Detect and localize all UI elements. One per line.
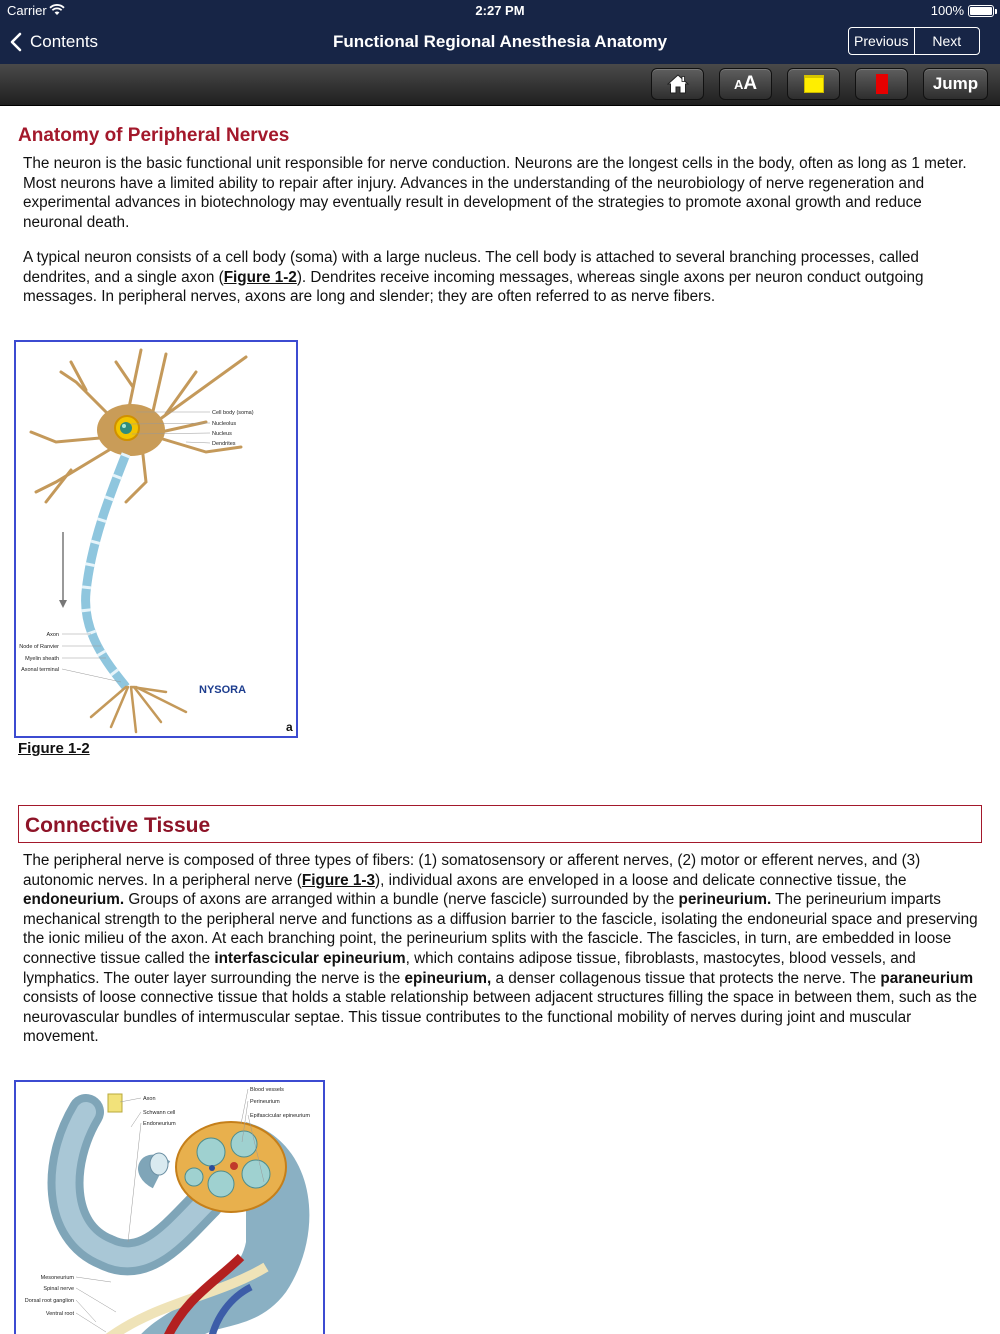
figure-1-2[interactable]: [14, 340, 298, 738]
label-mesoneurium: Mesoneurium: [40, 1275, 74, 1281]
label-schwann-cell: Schwann cell: [143, 1110, 176, 1116]
label-dorsal-root-ganglion: Dorsal root ganglion: [24, 1298, 74, 1304]
home-button[interactable]: [651, 68, 704, 100]
label-ventral-root: Ventral root: [45, 1311, 74, 1317]
paragraph-text: The peripheral nerve is composed of three types of fibers: (1) somatosensory or afferent nerves, (2) motor or efferent nerves, and (3) autonomic nerves. In a peripheral nerve (: [23, 852, 921, 889]
neuron-illustration: [16, 342, 296, 736]
paragraph-text: Groups of axons are arranged within a bundle (nerve fascicle) surrounded by the: [124, 891, 679, 909]
battery-percent: 100%: [930, 3, 964, 18]
figure-1-2-caption[interactable]: Figure 1-2: [18, 740, 90, 757]
paragraph-text: ). Dendrites receive incoming messages, whereas single axons per neuron conduct outgoing messages. In peripheral nerves, axons are long and slender; they are often referred to as nerve fibers.: [23, 268, 924, 306]
term-interfascicular-epineurium: interfascicular epineurium: [214, 949, 406, 967]
label-node-of-ranvier: Node of Ranvier: [19, 644, 59, 650]
back-label: Contents: [30, 32, 99, 51]
note-button[interactable]: [787, 68, 840, 100]
paragraph-typical-neuron: [23, 248, 978, 307]
label-axon: Axon: [46, 632, 59, 638]
label-perineurium: Perineurium: [250, 1099, 280, 1105]
paragraph-text: a denser collagenous tissue that protects the nerve. The: [491, 969, 881, 987]
figure-1-3-link[interactable]: Figure 1-3: [301, 871, 376, 889]
home-icon: [667, 74, 689, 94]
bookmark-button[interactable]: [855, 68, 908, 100]
top-bar: [0, 0, 1000, 64]
paragraph-text: , which contains adipose tissue, fibroblasts, mastocytes, blood vessels, and lymphatics. The outer layer surrounding the nerve is the: [23, 949, 916, 987]
nysora-logo: NYSORA: [199, 684, 247, 696]
term-perineurium: perineurium.: [678, 891, 772, 909]
paragraph-text: consists of loose connective tissue that holds a stable relationship between adjacent structures filling the space in between them, such as the neurovascular bundles of intermuscular septae. This tissue contributes to the functional mobility of nerves during joint and muscular movement.: [23, 989, 978, 1046]
bookmark-icon: [876, 74, 888, 94]
label-nucleus: Nucleus: [212, 431, 232, 437]
term-endoneurium: endoneurium.: [23, 891, 125, 909]
prev-next-control: [848, 27, 980, 55]
toolbar: [0, 64, 1000, 106]
peripheral-nerve-illustration: [16, 1082, 323, 1334]
clock: 2:27 PM: [475, 3, 525, 18]
previous-button[interactable]: Previous: [854, 33, 909, 49]
paragraph-neuron: The neuron is the basic functional unit responsible for nerve conduction. Neurons are the longest cells in the body, often as long as 1 meter. Most neurons have a limited ability to repair after injury. Advances in the understanding of the neurobiology of nerve regeneration and experimental advances in biotechnology may eventually result in development of the strategies to promote axonal growth and reduce neuronal death.: [23, 155, 967, 231]
label-axon: Axon: [143, 1096, 156, 1102]
term-epineurium: epineurium,: [404, 969, 492, 987]
label-axonal-terminal: Axonal terminal: [21, 667, 59, 673]
label-cell-body: Cell body (soma): [212, 410, 254, 416]
battery-icon: [968, 5, 994, 17]
carrier-label: Carrier: [7, 3, 47, 18]
figure-1-3[interactable]: [14, 1080, 325, 1334]
label-myelin-sheath: Myelin sheath: [25, 656, 59, 662]
label-dendrites: Dendrites: [212, 441, 236, 447]
page-title: Functional Regional Anesthesia Anatomy: [332, 32, 668, 51]
paragraph-text: The perineurium imparts mechanical strength to the peripheral nerve and functions as a diffusion barrier to the fascicle, isolating the endoneurial space and preserving the ionic milieu of the axon. At each branching point, the perineurium splits with the fascicle. The fascicles, in turn, are embedded in loose connective tissue called the: [23, 891, 978, 967]
figure-panel-letter: a: [286, 720, 293, 734]
label-endoneurium: Endoneurium: [143, 1121, 176, 1127]
label-epifascicular-epineurium: Epifascicular epineurium: [250, 1113, 310, 1119]
label-nucleolus: Nucleolus: [212, 421, 237, 427]
figure-1-2-link[interactable]: Figure 1-2: [223, 268, 297, 286]
font-large-glyph: A: [743, 73, 758, 94]
paragraph-connective-tissue: [23, 851, 978, 1047]
paragraph-text: ), individual axons are enveloped in a loose and delicate connective tissue, the: [375, 871, 907, 889]
paragraph-text: A typical neuron consists of a cell body (soma) with a large nucleus. The cell body is attached to several branching processes, called dendrites, and a single axon (: [23, 249, 919, 286]
next-button[interactable]: Next: [914, 28, 980, 54]
note-icon: [804, 75, 824, 93]
section-title-connective-tissue: Connective Tissue: [18, 805, 982, 843]
jump-button[interactable]: Jump: [923, 68, 988, 100]
label-blood-vessels: Blood vessels: [250, 1087, 284, 1093]
term-paraneurium: paraneurium: [880, 969, 974, 987]
section-title-anatomy: Anatomy of Peripheral Nerves: [18, 125, 290, 146]
status-bar: [0, 0, 1000, 22]
font-size-button[interactable]: [719, 68, 772, 100]
font-small-glyph: A: [733, 76, 744, 92]
label-spinal-nerve: Spinal nerve: [43, 1286, 74, 1292]
